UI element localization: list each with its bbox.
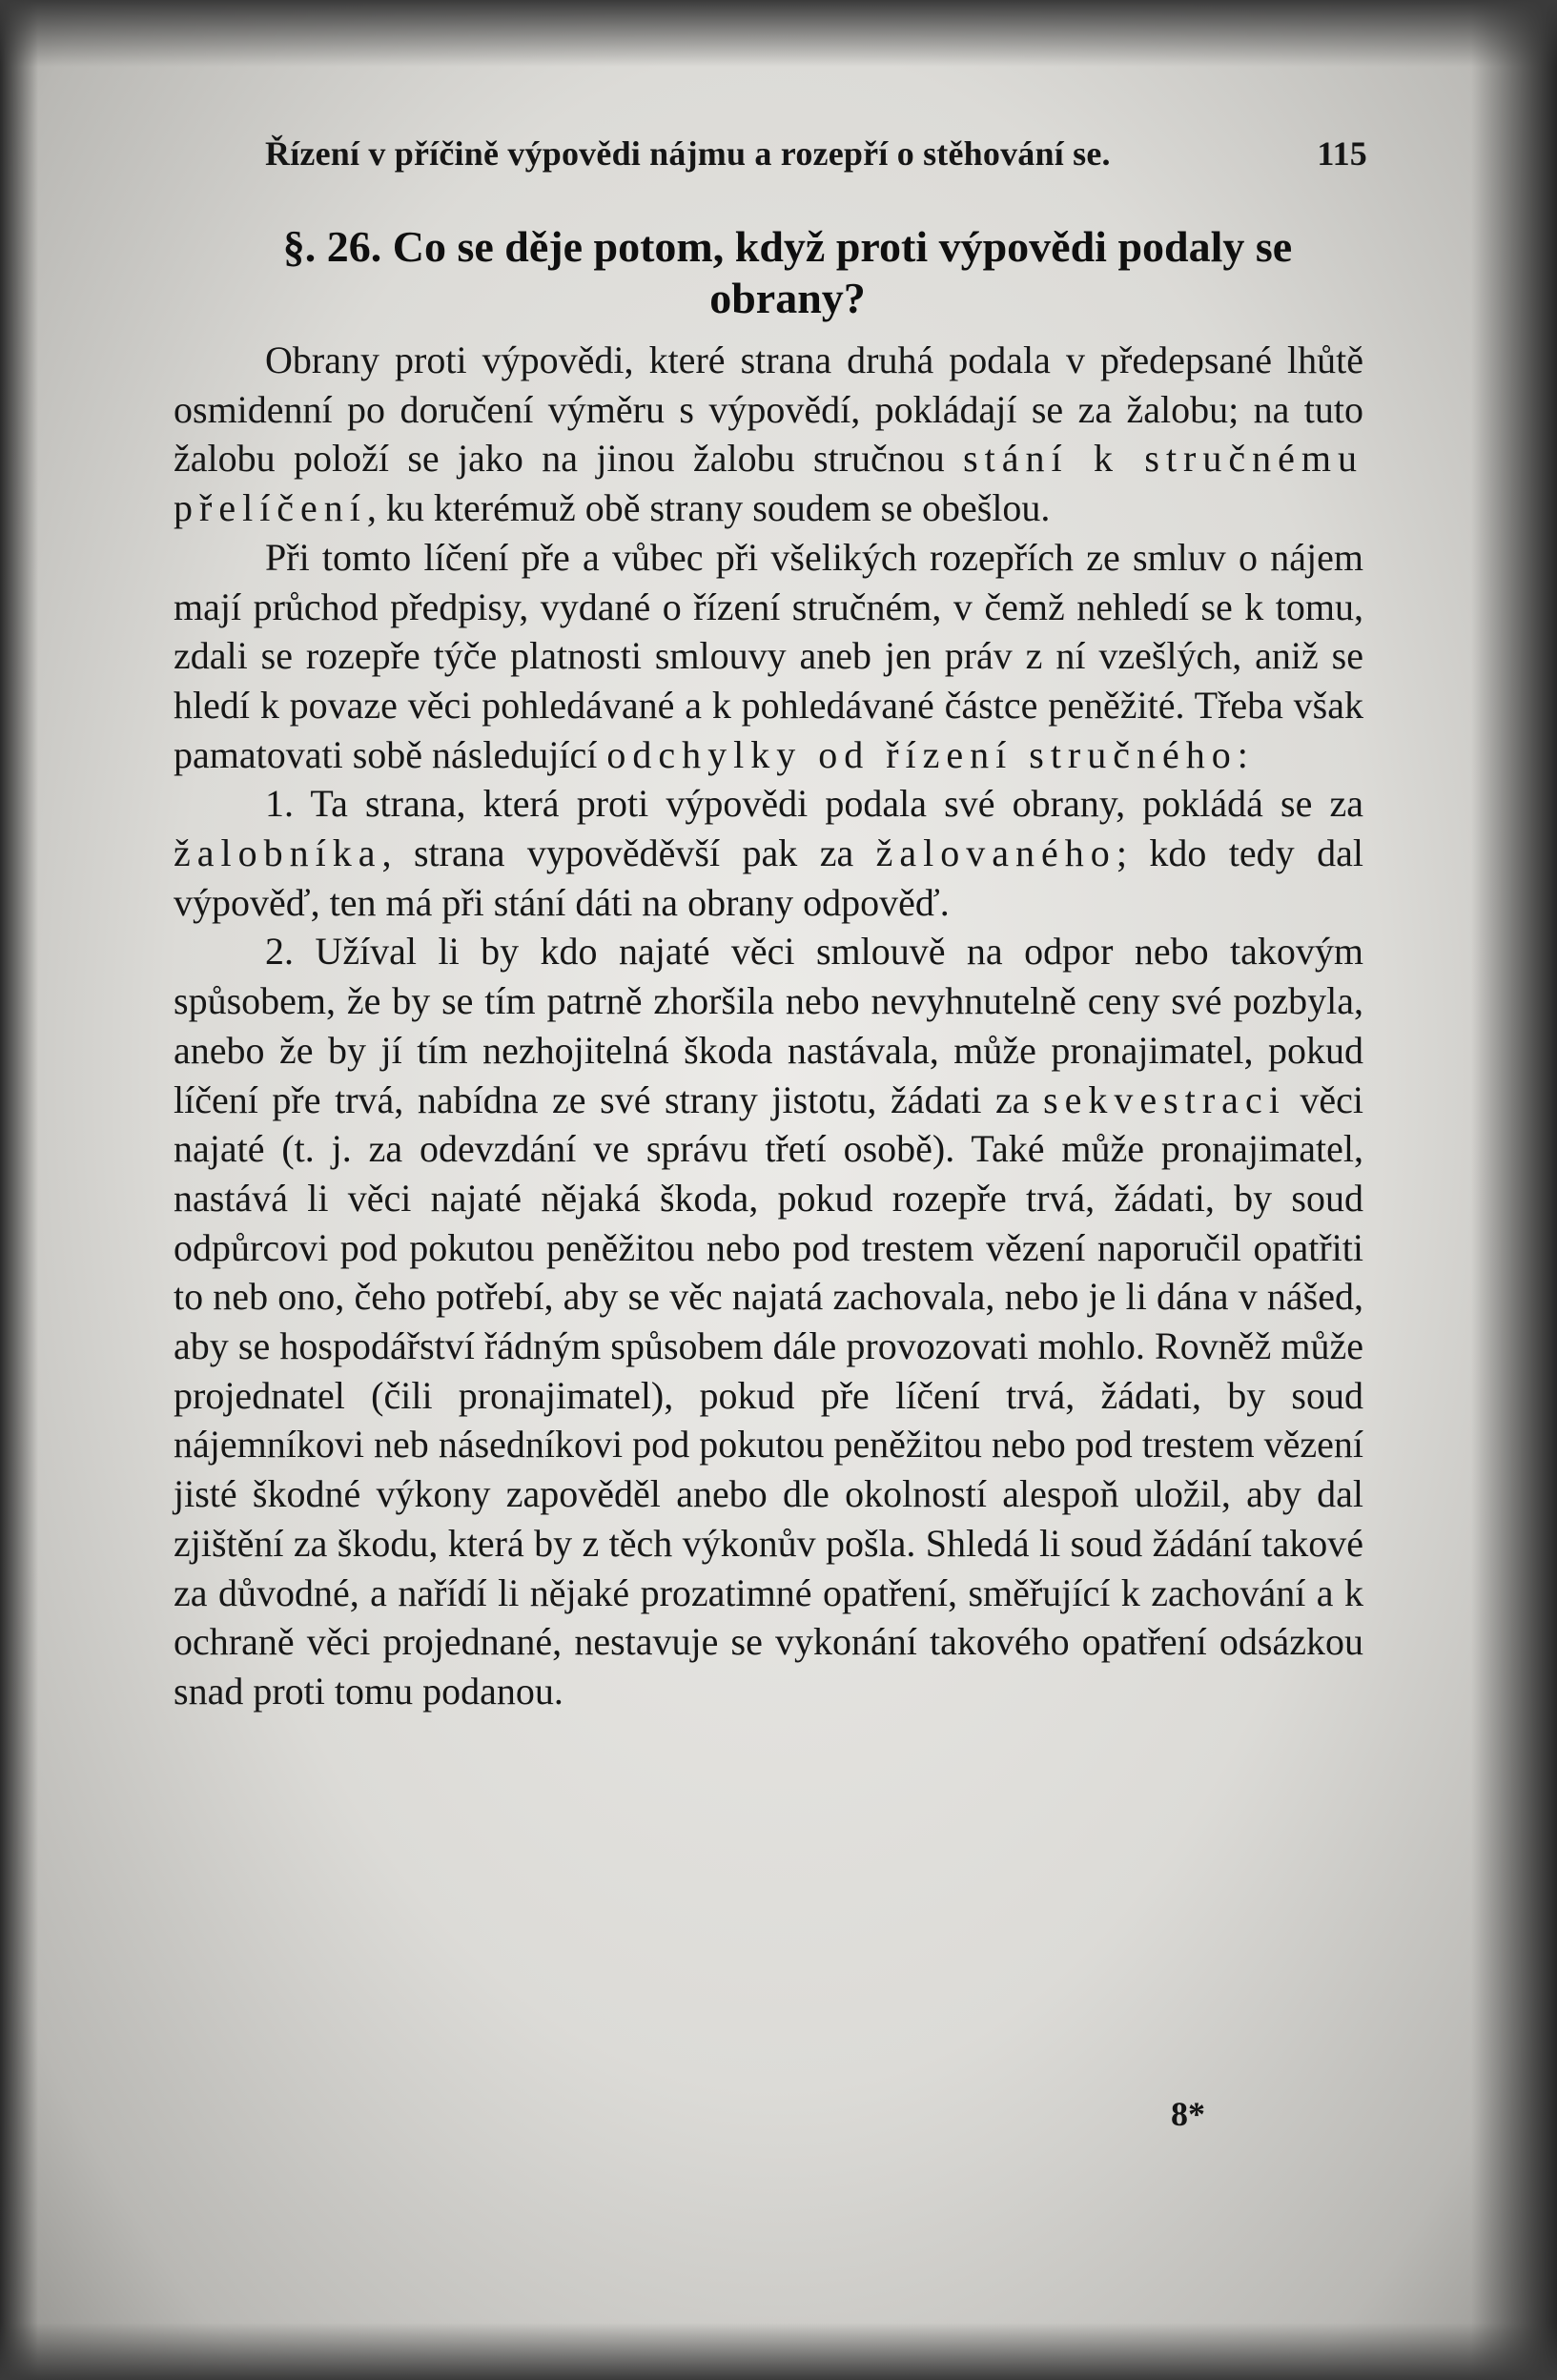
scan-shadow-right xyxy=(1471,0,1557,2380)
emphasized-spaced-text: odchylky od řízení stručného xyxy=(606,732,1238,776)
paragraph xyxy=(174,779,1363,927)
scan-shadow-top xyxy=(0,0,1557,67)
emphasized-spaced-text: žalobníka xyxy=(174,831,382,875)
section-title-text: Co se děje potom, když proti výpovědi podaly se obrany? xyxy=(392,222,1293,322)
paragraph xyxy=(174,533,1363,780)
emphasized-spaced-text: žalovaného xyxy=(875,831,1117,875)
paragraph-text: , strana vypověděvší pak za xyxy=(381,831,876,875)
paragraph-text: 2. Užíval li by kdo najaté věci smlouvě na odpor nebo takovým spůsobem, že by se tím patrně zhoršila nebo nevyhnutelně ceny své pozbyla, anebo že by jí tím nezhojitelná škoda nastávala, může pronajimatel, pokud líčení pře trvá, nabídna ze své strany jistotu, žádati za xyxy=(174,930,1363,1121)
paragraph-text: 1. Ta strana, která proti výpovědi podala své obrany, pokládá se za xyxy=(265,782,1363,826)
running-head xyxy=(265,133,1367,174)
scan-shadow-bottom xyxy=(0,2323,1557,2380)
paragraph xyxy=(174,927,1363,1715)
running-title: Řízení v příčině výpovědi nájmu a rozepří o stěhování se. xyxy=(265,134,1111,173)
paragraph-text: : xyxy=(1237,732,1248,776)
paragraph-text: věci najaté (t. j. za odevzdání ve správu třetí osobě). Také může pronajimatel, nastává li věci najaté nějaká škoda, pokud rozepře trvá, žádati, by soud odpůrcovi pod pokutou peněžitou nebo pod trestem vězení naporučil opatřiti to neb ono, čeho potřebí, aby se věc najatá zachovala, nebo je li dána v nášed, aby se hospodářství řádným spůsobem dále provozovati mohlo. Rovněž může projednatel (čili pronajimatel), pokud pře líčení trvá, žádati, by soud nájemníkovi neb násedníkovi pod pokutou peněžitou nebo pod trestem vězení jisté škodné výkony zapověděl anebo dle okolností alespoň uložil, aby dal zjištění za škodu, která by z těch výkonův pošla. Shledá li soud žádání takové za důvodné, a nařídí li nějaké prozatimné opatření, směřující k zachování a k ochraně věci projednané, nestavuje se vykonání takového opatření odsázkou snad proti tomu podanou. xyxy=(174,1077,1364,1713)
paragraph-text: , ku kterémuž obě strany soudem se obešlou. xyxy=(366,486,1051,530)
signature-mark: 8* xyxy=(1171,2095,1205,2133)
paragraph xyxy=(174,336,1363,533)
scan-shadow-left xyxy=(0,0,38,2380)
body-text xyxy=(174,336,1363,1716)
emphasized-spaced-text: sekvestraci xyxy=(1043,1077,1286,1121)
section-heading xyxy=(217,221,1358,324)
section-number: §. 26. xyxy=(282,222,382,271)
page-number: 115 xyxy=(1317,134,1367,173)
paragraph-text: ; kdo tedy dal výpověď, ten má při stání dáti na obrany odpověď. xyxy=(174,831,1363,924)
paragraph-text: Při tomto líčení pře a vůbec při všelikých rozepřích ze smluv o nájem mají průchod předpisy, vydané o řízení stručném, v čemž nehledí se k tomu, zdali se rozepře týče platnosti smlouvy aneb jen práv z ní vzešlých, aniž se hledí k povaze věci pohledávané a k pohledávané částce peněžité. Třeba však pamatovati sobě následující xyxy=(174,535,1363,776)
paragraph-text: Obrany proti výpovědi, které strana druhá podala v předepsané lhůtě osmidenní po doručení výměru s výpovědí, pokládají se za žalobu; na tuto žalobu položí se jako na jinou žalobu stručnou xyxy=(174,339,1363,481)
emphasized-spaced-text: stání k stručnému přelíčení xyxy=(174,437,1363,530)
